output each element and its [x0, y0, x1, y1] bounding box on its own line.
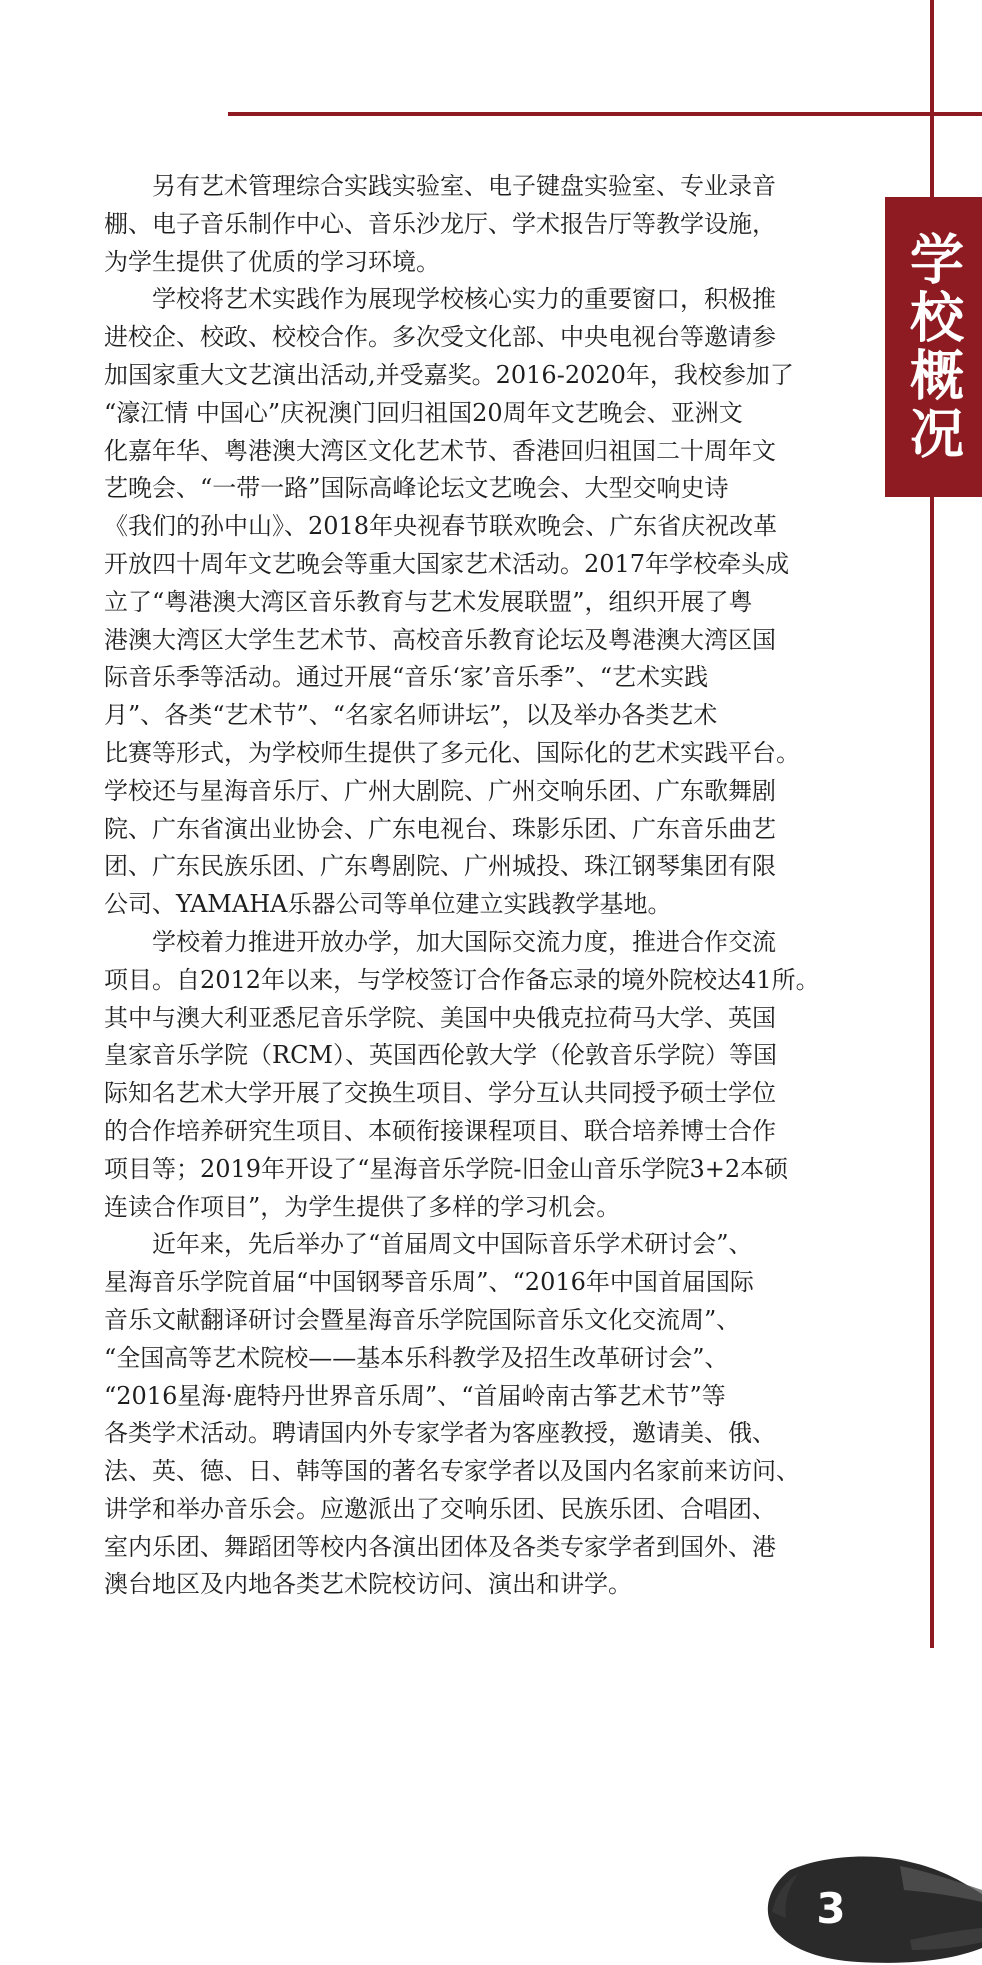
- top-rule: [228, 112, 982, 116]
- section-tab-label: 学校概况: [901, 231, 966, 463]
- page-number: 3: [816, 1884, 846, 1933]
- paragraph-art-practice: 学校将艺术实践作为展现学校核心实力的重要窗口，积极推 进校企、校政、校校合作。多次受文化部、中央电视台等邀请参 加国家重大文艺演出活动,并受嘉奖。2016-2020年，我校参加了 “濠江情 中国心”庆祝澳门回归祖国20周年文艺晚会、亚洲文 化嘉年华、粤港澳大湾区文化艺术节、香港回归祖国二十周年文 艺晚会、“一带一路”国际高峰论坛文艺晚会、大型交响史诗 《我们的孙中山》、2018年央视春节联欢晚会、广东省庆祝改革 开放四十周年文艺晚会等重大国家艺术活动。2017年学校牵头成 立了“粤港澳大湾区音乐教育与艺术发展联盟”，组织开展了粤 港澳大湾区大学生艺术节、高校音乐教育论坛及粤港澳大湾区国 际音乐季等活动。通过开展“音乐‘家’音乐季”、“艺术实践 月”、各类“艺术节”、“名家名师讲坛”，以及举办各类艺术 比赛等形式，为学校师生提供了多元化、国际化的艺术实践平台。 学校还与星海音乐厅、广州大剧院、广州交响乐团、广东歌舞剧 院、广东省演出业协会、广东电视台、珠影乐团、广东音乐曲艺 团、广东民族乐团、广东粤剧院、广州城投、珠江钢琴集团有限 公司、YAMAHA乐器公司等单位建立实践教学基地。: [104, 285, 800, 919]
- page-number-badge: [760, 1852, 982, 1965]
- ink-brush-icon: [760, 1852, 982, 1965]
- body-text: [104, 168, 872, 1604]
- paragraph-academic-activities: 近年来，先后举办了“首届周文中国际音乐学术研讨会”、 星海音乐学院首届“中国钢琴音乐周”、“2016年中国首届国际 音乐文献翻译研讨会暨星海音乐学院国际音乐文化交流周”、 “全国高等艺术院校——基本乐科教学及招生改革研讨会”、 “2016星海·鹿特丹世界音乐周”、“首届岭南古筝艺术节”等 各类学术活动。聘请国内外专家学者为客座教授，邀请美、俄、 法、英、德、日、韩等国的著名专家学者以及国内名家前来访问、 讲学和举办音乐会。应邀派出了交响乐团、民族乐团、合唱团、 室内乐团、舞蹈团等校内各演出团体及各类专家学者到国外、港 澳台地区及内地各类艺术院校访问、演出和讲学。: [104, 1230, 800, 1599]
- paragraph-international-exchange: 学校着力推进开放办学，加大国际交流力度，推进合作交流 项目。自2012年以来，与学校签订合作备忘录的境外院校达41所。 其中与澳大利亚悉尼音乐学院、美国中央俄克拉荷马大学、英国 皇家音乐学院（RCM）、英国西伦敦大学（伦敦音乐学院）等国 际知名艺术大学开展了交换生项目、学分互认共同授予硕士学位 的合作培养研究生项目、本硕衔接课程项目、联合培养博士合作 项目等；2019年开设了“星海音乐学院-旧金山音乐学院3+2本硕 连读合作项目”，为学生提供了多样的学习机会。: [104, 927, 820, 1221]
- section-tab: [885, 197, 982, 497]
- paragraph-facilities: 另有艺术管理综合实践实验室、电子键盘实验室、专业录音 棚、电子音乐制作中心、音乐沙龙厅、学术报告厅等教学设施， 为学生提供了优质的学习环境。: [104, 172, 776, 276]
